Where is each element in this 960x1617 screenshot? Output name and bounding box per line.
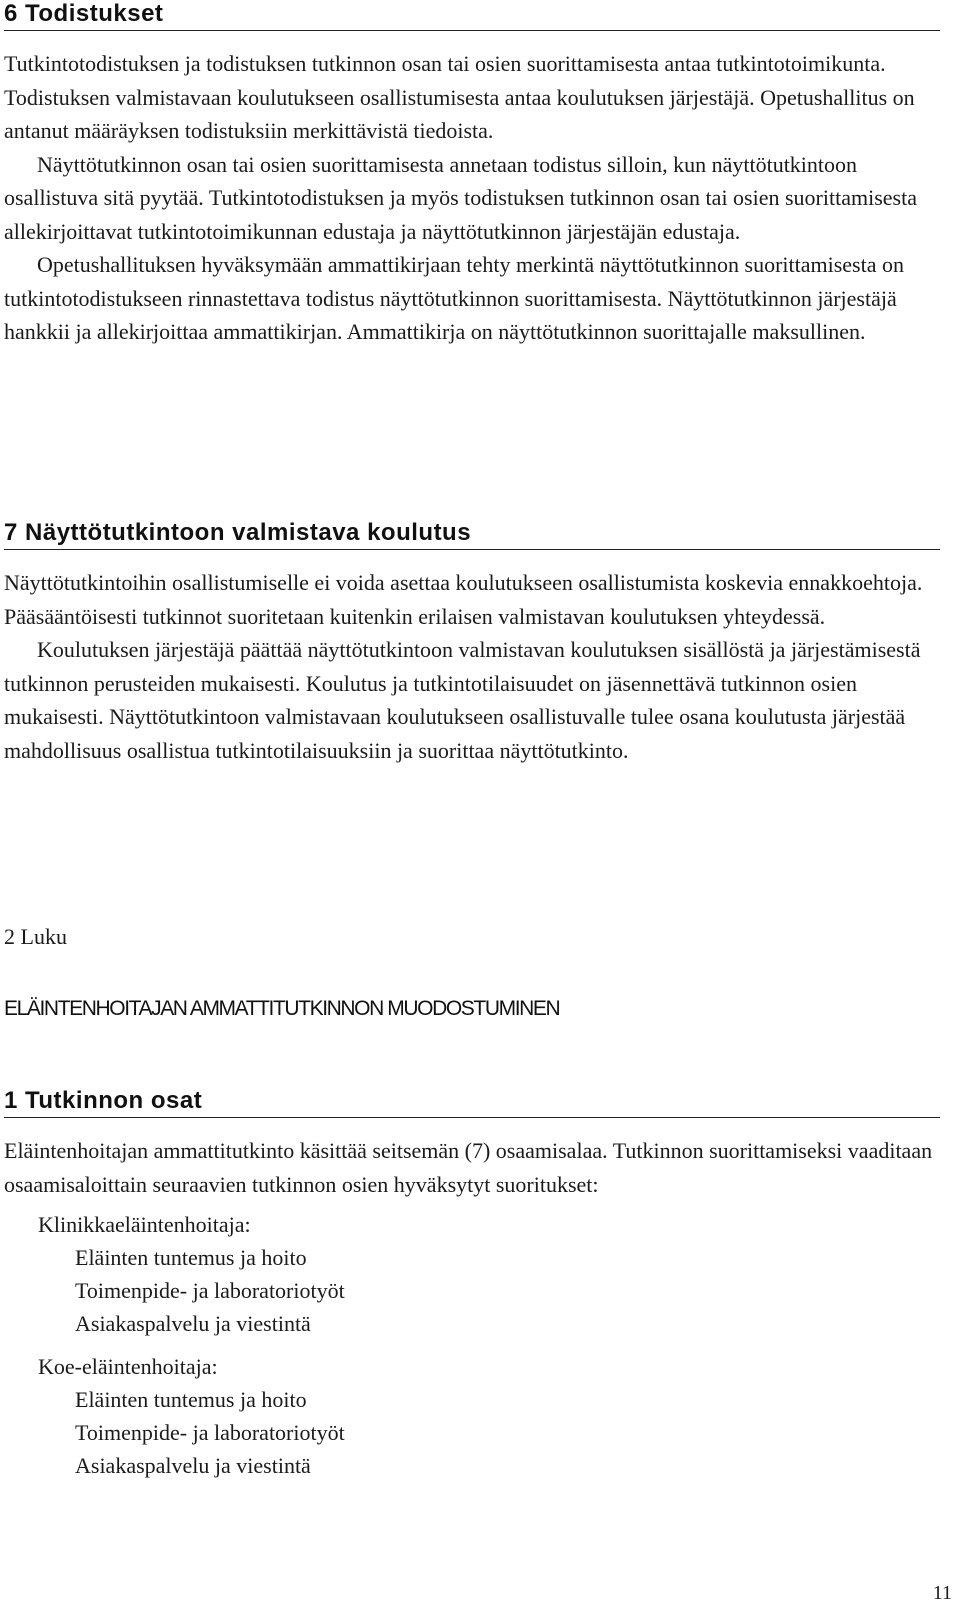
- section-7-paragraph: Koulutuksen järjestäjä päättää näyttötutkintoon valmistavan koulutuksen sisällöstä ja järjestämisestä tutkinnon perusteiden mukaisesti. Koulutus ja tutkintotilaisuudet on jäsennettävä tutkinnon osien mukaisesti. Näyttötutkintoon valmistavaan koulutukseen osallistuvalle tulee osana koulutusta järjestää mahdollisuus osallistua tutkintotilaisuuksiin ja suorittaa näyttötutkinto.: [4, 637, 921, 763]
- section-1-intro: Eläintenhoitajan ammattitutkinto käsittää seitsemän (7) osaamisalaa. Tutkinnon suorittamiseksi vaaditaan osaamisaloittain seuraavien tutkinnon osien hyväksytyt suoritukset:: [4, 1138, 933, 1197]
- section-7-paragraph: Näyttötutkintoihin osallistumiselle ei voida asettaa koulutukseen osallistumista koskevia ennakkoehtoja. Pääsääntöisesti tutkinnot suoritetaan kuitenkin erilaisen valmistavan koulutuksen yhteydessä.: [4, 570, 923, 629]
- list-item: Eläinten tuntemus ja hoito: [75, 1245, 307, 1270]
- page-number: 11: [932, 1582, 952, 1604]
- section-1-heading: 1 Tutkinnon osat: [4, 1087, 940, 1118]
- section-6-paragraph: Näyttötutkinnon osan tai osien suorittamisesta annetaan todistus silloin, kun näyttötutkintoon osallistuva sitä pyytää. Tutkintotodistuksen ja myös todistuksen tutkinnon osan tai osien suorittamisesta allekirjoittavat tutkintotoimikunnan edustaja ja näyttötutkinnon järjestäjän edustaja.: [4, 151, 917, 244]
- section-1: [4, 1087, 940, 1482]
- requirement-group: [4, 1208, 940, 1340]
- section-7-heading: 7 Näyttötutkintoon valmistava koulutus: [4, 519, 940, 550]
- group-title: Klinikkaeläintenhoitaja:: [38, 1212, 251, 1237]
- section-6: [4, 0, 940, 349]
- list-item: Eläinten tuntemus ja hoito: [75, 1387, 307, 1412]
- chapter-label: 2 Luku: [4, 924, 67, 949]
- chapter-title: ELÄINTENHOITAJAN AMMATTITUTKINNON MUODOSTUMINEN: [4, 997, 560, 1020]
- list-item: Toimenpide- ja laboratoriotyöt: [75, 1278, 345, 1303]
- section-6-heading: 6 Todistukset: [4, 0, 940, 31]
- group-title: Koe-eläintenhoitaja:: [38, 1354, 218, 1379]
- section-6-paragraph: Tutkintotodistuksen ja todistuksen tutkinnon osan tai osien suorittamisesta antaa tutkintotoimikunta. Todistuksen valmistavaan koulutukseen osallistumisesta antaa koulutuksen järjestäjä. Opetushallitus on antanut määräyksen todistuksiin merkittävistä tiedoista.: [4, 51, 915, 143]
- requirements-list: [4, 1208, 940, 1482]
- requirement-group: [4, 1350, 940, 1482]
- list-item: Asiakaspalvelu ja viestintä: [75, 1453, 311, 1478]
- section-6-paragraph: Opetushallituksen hyväksymään ammattikirjaan tehty merkintä näyttötutkinnon suorittamisesta on tutkintotodistukseen rinnastettava todistus näyttötutkinnon suorittamisesta. Näyttötutkinnon järjestäjä hankkii ja allekirjoittaa ammattikirjan. Ammattikirja on näyttötutkinnon suorittajalle maksullinen.: [4, 252, 904, 344]
- list-item: Asiakaspalvelu ja viestintä: [75, 1311, 311, 1336]
- list-item: Toimenpide- ja laboratoriotyöt: [75, 1420, 345, 1445]
- section-7: [4, 519, 940, 767]
